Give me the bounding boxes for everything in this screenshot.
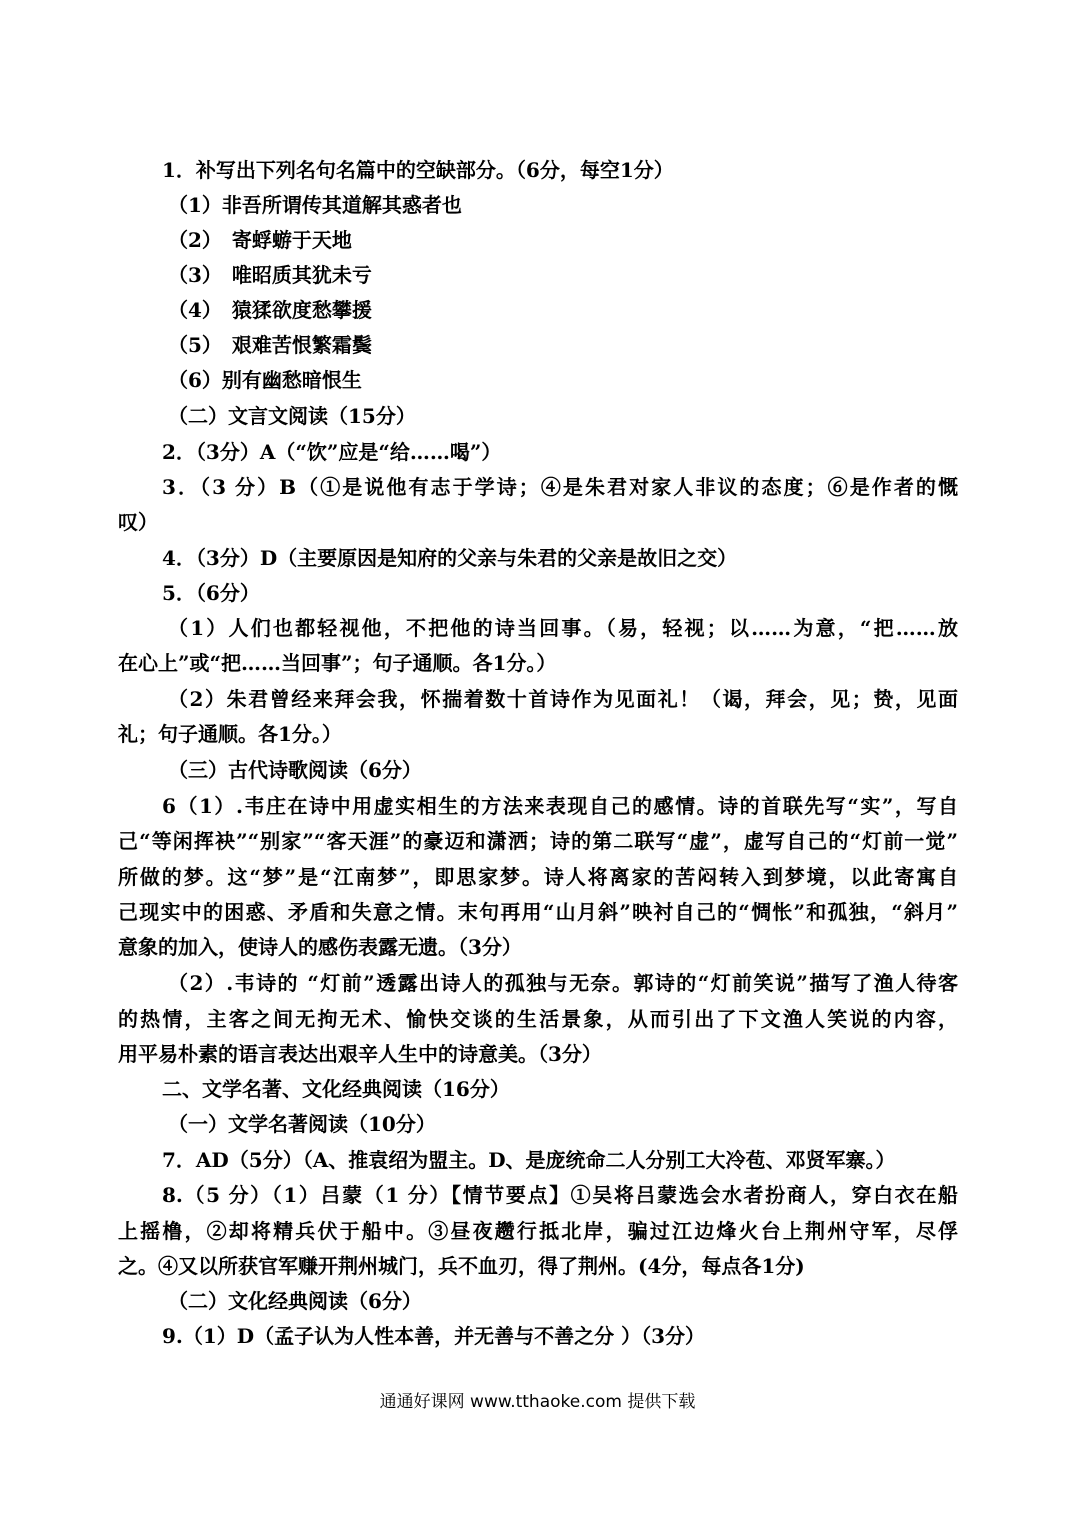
answer-line: 所做的梦。这“梦”是“江南梦”，即思家梦。诗人将离家的苦闷转入到梦境，以此寄寓自 — [118, 865, 958, 889]
question-1-heading: 1．补写出下列名句名篇中的空缺部分。（6分，每空1分） — [162, 158, 674, 182]
answer-line: 礼；句子通顺。各1分。） — [118, 722, 342, 746]
section-heading: （三）古代诗歌阅读（6分） — [168, 758, 422, 782]
answer-line: 5．（6分） — [162, 581, 260, 605]
section-heading: （二）文言文阅读（15分） — [168, 404, 416, 428]
page-footer: 通通好课网 www.tthaoke.com 提供下载 — [379, 1392, 696, 1412]
answer-line: 在心上”或“把……当回事”；句子通顺。各1分。） — [118, 651, 557, 675]
answer-line: 2．（3分）A（“饮”应是“给……喝”） — [162, 440, 502, 464]
answer-line: 用平易朴素的语言表达出艰辛人生中的诗意美。（3分） — [118, 1042, 602, 1066]
answer-line: （6）别有幽愁暗恨生 — [168, 368, 362, 392]
answer-line: 叹） — [118, 510, 158, 534]
answer-line: （2）朱君曾经来拜会我，怀揣着数十首诗作为见面礼！（谒，拜会，见；贽，见面 — [168, 687, 958, 711]
answer-line: 之。④又以所获官军赚开荆州城门，兵不血刃，得了荆州。(4分，每点各1分) — [118, 1254, 805, 1278]
answer-line: （5） 艰难苦恨繁霜鬓 — [168, 333, 372, 357]
answer-line: 己现实中的困惑、矛盾和失意之情。末句再用“山月斜”映衬自己的“惆怅”和孤独，“斜月” — [118, 900, 958, 924]
answer-line: （4） 猿猱欲度愁攀援 — [168, 298, 372, 322]
answer-line: （1）非吾所谓传其道解其惑者也 — [168, 193, 462, 217]
answer-line: （1）人们也都轻视他，不把他的诗当回事。（易，轻视；以……为意，“把……放 — [168, 616, 958, 640]
answer-line: （2）.韦诗的 “灯前”透露出诗人的孤独与无奈。郭诗的“灯前笑说”描写了渔人待客 — [168, 971, 958, 995]
answer-line: 上摇橹，②却将精兵伏于船中。③昼夜趱行抵北岸，骗过江边烽火台上荆州守军，尽俘 — [118, 1219, 958, 1243]
answer-line: 7．AD（5分）（A、推袁绍为盟主。D、是庞统命二人分别工大冷苞、邓贤军寨。） — [162, 1148, 896, 1172]
answer-line: （2） 寄蜉蝣于天地 — [168, 228, 352, 252]
section-heading: 二、文学名著、文化经典阅读（16分） — [162, 1077, 510, 1101]
section-heading: （二）文化经典阅读（6分） — [168, 1289, 422, 1313]
answer-line: 8.（5 分）（1）吕蒙（1 分）【情节要点】①吴将吕蒙选会水者扮商人，穿白衣在船 — [162, 1183, 958, 1207]
answer-line: 3．（3 分）B（①是说他有志于学诗；④是朱君对家人非议的态度；⑥是作者的慨 — [162, 475, 958, 499]
answer-line: （3） 唯昭质其犹未亏 — [168, 263, 372, 287]
answer-line: 己“等闲挥袂”“别家”“客天涯”的豪迈和潇洒；诗的第二联写“虚”，虚写自己的“灯前一觉” — [118, 829, 958, 853]
answer-line: 的热情，主客之间无拘无术、愉快交谈的生活景象，从而引出了下文渔人笑说的内容， — [118, 1007, 958, 1031]
answer-line: 9.（1）D（孟子认为人性本善，并无善与不善之分 ）（3分） — [162, 1324, 706, 1348]
answer-line: 4．（3分）D（主要原因是知府的父亲与朱君的父亲是故旧之交） — [162, 546, 738, 570]
section-heading: （一）文学名著阅读（10分） — [168, 1112, 436, 1136]
answer-line: 6（1）.韦庄在诗中用虚实相生的方法来表现自己的感情。诗的首联先写“实”，写自 — [162, 794, 958, 818]
answer-line: 意象的加入，使诗人的感伤表露无遗。（3分） — [118, 935, 522, 959]
